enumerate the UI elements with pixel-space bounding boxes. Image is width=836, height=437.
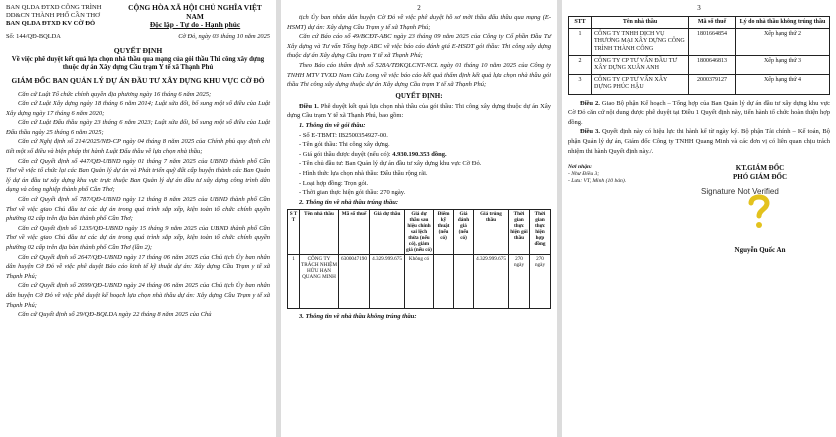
package-price-label: - Giá gói thầu được duyệt (nếu có):: [299, 150, 391, 158]
national-motto: Độc lập - Tự do - Hạnh phúc: [149, 20, 241, 29]
table-cell: Không có: [405, 255, 434, 309]
legal-basis-item: Căn cứ Quyết định số 1235/QĐ-UBND ngày 15 tháng 9 năm 2025 của UBND thành phố Cần Thơ về việc giao Chủ đầu tư các dự án trong quá trình sắp xếp, kiện toàn tổ chức chính quyền phường 02 cấp trên địa bàn thành phố Cần Thơ (lần 2);: [6, 224, 270, 251]
legal-basis: [6, 90, 270, 320]
document-header: [6, 4, 270, 30]
legal-basis-item: Căn cứ Quyết định số 2699/QĐ-UBND ngày 24 tháng 06 năm 2025 của Chủ tịch Ủy ban nhân dân huyện Cờ Đỏ về việc phê duyệt kế hoạch lựa chọn nhà thầu dự án: Xây dựng Cầu Trạm y tế xã Thạnh Phú;: [6, 282, 270, 309]
section-2-title: 2. Thông tin về nhà thầu trúng thầu:: [299, 198, 398, 206]
table-cell: 1: [288, 255, 300, 309]
table-cell: 1801664854: [689, 29, 736, 56]
signer-name: Nguyễn Quốc An: [734, 246, 786, 254]
article-3: [568, 127, 830, 156]
signature-status: Signature Not Verified: [701, 187, 779, 196]
sign-role: PHÓ GIÁM ĐỐC: [732, 172, 788, 181]
legal-basis-item: Căn cứ Quyết định số 787/QĐ-UBND ngày 12 tháng 8 năm 2025 của UBND thành phố Cần Thơ về việc giao Chủ đầu tư các dự án trong quá trình sắp xếp, kiện toàn tổ chức chính quyền phường 02 cấp trên địa bàn thành phố Cần Thơ;: [6, 196, 270, 223]
digital-signature-stamp: [701, 184, 819, 246]
legal-basis-item: tịch Ủy ban nhân dân huyện Cờ Đỏ về việc phê duyệt hồ sơ mời thầu đấu thầu qua mạng (E-HSMT) dự án: Xây dựng Cầu Trạm y tế xã Thạnh Phú;: [287, 14, 551, 31]
table-cell: 3: [569, 75, 592, 94]
package-duration: [287, 188, 551, 198]
column-header: Thời gian thực hiện hợp đồng: [530, 210, 551, 255]
article-1-label: Điều 1.: [299, 102, 319, 110]
legal-basis-item: Căn cứ Luật Xây dựng ngày 18 tháng 6 năm 2014; Luật sửa đổi, bổ sung một số điều của Luật Xây dựng ngày 17 tháng 6 năm 2020;: [6, 100, 270, 117]
winner-table: [287, 209, 551, 309]
legal-basis-item: Căn cứ Quyết định số 29/QĐ-BQLDA ngày 22 tháng 8 năm 2025 của Chủ: [18, 311, 212, 319]
question-mark-icon: [743, 190, 775, 230]
page-1: [0, 0, 276, 437]
issuing-authority: GIÁM ĐỐC BAN QUẢN LÝ DỰ ÁN ĐẦU TƯ XÂY DỰNG KHU VỰC CỜ ĐỎ: [11, 75, 265, 85]
agency-header: [6, 4, 112, 30]
recipient-item: - Lưu: VT, Minh (10 bản).: [568, 178, 627, 185]
package-info-item: - Tên gói thầu: Thi công xây dựng.: [299, 141, 390, 149]
sign-title: KT.GIÁM ĐỐC: [735, 164, 785, 173]
column-header: Thời gian thực hiện gói thầu: [509, 210, 530, 255]
table-cell: CÔNG TY CP TƯ VẤN XÂY DỰNG PHÚC HẬU: [592, 75, 689, 94]
national-name: CỘNG HÒA XÃ HỘI CHỦ NGHĨA VIỆT NAM: [128, 3, 262, 21]
table-cell: 4.329.999.675: [370, 255, 405, 309]
legal-basis-item: Căn cứ Quyết định số 2647/QĐ-UBND ngày 17 tháng 06 năm 2025 của Chủ tịch Ủy ban nhân dân huyện Cờ Đỏ về việc phê duyệt Báo cáo kinh tế kỹ thuật dự án: Xây dựng Cầu Trạm y tế xã Thạnh Phú;: [6, 253, 270, 280]
column-header: Giá dự thầu: [370, 210, 405, 255]
page-number: 3: [697, 4, 701, 12]
table-row: [569, 29, 830, 56]
column-header: Giá đánh giá (nếu có): [454, 210, 474, 255]
legal-basis-item: Căn cứ Luật Đấu thầu ngày 23 tháng 6 năm 2023; Luật sửa đổi, bổ sung một số điều của Luật Đấu thầu ngày 25 tháng 6 năm 2025;: [6, 119, 270, 136]
article-3-text: Quyết định này có hiệu lực thi hành kể từ ngày ký. Bộ phận Tài chính – Kế toán, Bộ phận Quản lý dự án, Giám đốc Công ty TNHH Quang Minh và các đơn vị có liên quan chịu trách nhiệm thi hành Quyết định này./.: [568, 128, 830, 155]
agency-line: BAN QLDA ĐTXD CÔNG TRÌNH: [6, 4, 102, 11]
document-meta: [6, 33, 270, 40]
column-header: Điểm kỹ thuật (nếu có): [434, 210, 454, 255]
section-1-title: 1. Thông tin về gói thầu:: [299, 121, 366, 129]
table-row: [288, 255, 551, 309]
table-cell: 4.329.999.675: [474, 255, 509, 309]
article-1-text: Phê duyệt kết quả lựa chọn nhà thầu của gói thầu: Thi công xây dựng thuộc dự án Xây dựng Cầu trạm Y tế xã Thạnh Phú, bao gồm:: [287, 102, 552, 120]
article-2: [568, 99, 830, 128]
non-winner-table: [568, 16, 830, 95]
table-cell: 1: [569, 29, 592, 56]
legal-basis-item: Theo Báo cáo thẩm định số 528A/TĐKQLCNT-NCL ngày 01 tháng 10 năm 2025 của Công ty TNHH MTV TVXD Nam Cửu Long về việc báo cáo kết quả thẩm định kết quả lựa chọn nhà thầu gói thầu Thi công xây dựng thuộc dự án Xây dựng Cầu trạm Y tế xã Thạnh Phú;: [287, 61, 551, 89]
table-cell: 6300047190: [339, 255, 370, 309]
document-subtitle: Về việc phê duyệt kết quả lựa chọn nhà thầu qua mạng của gói thầu Thi công xây dựng thuộc dự án Xây dựng Cầu trạm Y tế xã Thạnh Phú: [11, 55, 265, 71]
document-date: Cờ Đỏ, ngày 03 tháng 10 năm 2025: [178, 32, 270, 40]
table-cell: 270 ngày: [509, 255, 530, 309]
table-header-row: [569, 17, 830, 29]
table-cell: 2000379127: [689, 75, 736, 94]
decision-heading: QUYẾT ĐỊNH:: [395, 91, 443, 100]
legal-basis-item: Căn cứ Quyết định số 447/QĐ-UBND ngày 01 tháng 7 năm 2025 của UBND thành phố Cần Thơ về việc tổ chức lại các Ban Quản lý dự án và Phát triển quỹ đất cấp huyện thành các Ban Quản lý dự án đầu tư xây dựng khu vực trực thuộc Ban Quản lý dự án đầu tư xây dựng công trình dân dụng và công nghiệp thành phố Cần Thơ;: [6, 157, 270, 194]
table-cell: Xếp hạng thứ 4: [736, 75, 830, 94]
package-price: [287, 150, 551, 160]
agency-line: DD&CN THÀNH PHỐ CẦN THƠ: [6, 12, 100, 19]
article-2-label: Điều 2.: [580, 99, 600, 107]
legal-basis-item: Căn cứ Luật Tổ chức chính quyền địa phương ngày 16 tháng 6 năm 2025;: [18, 90, 212, 98]
table-cell: Xếp hạng thứ 3: [736, 55, 830, 74]
column-header: Tên nhà thầu: [300, 210, 339, 255]
package-info-item: - Tên chủ đầu tư: Ban Quản lý dự án đầu tư xây dựng khu vực Cờ Đỏ.: [299, 160, 482, 168]
table-cell: 2: [569, 55, 592, 74]
table-row: [569, 75, 830, 94]
signer-block: [690, 164, 830, 254]
table-cell: 270 ngày: [530, 255, 551, 309]
table-cell: CÔNG TY TNHH DỊCH VỤ THƯƠNG MẠI XÂY DỰNG CÔNG TRÌNH THÀNH CÔNG: [592, 29, 689, 56]
table-header-row: [288, 210, 551, 255]
document-number: Số: 144/QĐ-BQLDA: [6, 32, 61, 40]
legal-basis-item: Căn cứ Báo cáo số 49/BCĐT-ABC ngày 23 tháng 09 năm 2025 của Công ty Cổ phần Đầu Tư Xây dựng và Tư vấn Tổng hợp ABC về việc báo cáo đánh giá E-HSDT gói thầu: Thi công xây dựng thuộc dự án Xây dựng Cầu trạm Y tế xã Thạnh Phú;: [287, 33, 551, 60]
table-cell: 1800646813: [689, 55, 736, 74]
article-1: [287, 102, 551, 121]
article-2-text: Giao Bộ phận Kế hoạch – Tổng hợp của Ban Quản lý dự án đầu tư xây dựng khu vực Cờ Đỏ căn cứ nội dung được phê duyệt tại Điều 1 Quyết định này, tiến hành tổ chức hoàn thiện hợp đồng.: [568, 99, 831, 126]
column-header: Tên nhà thầu: [592, 17, 689, 29]
column-header: STT: [569, 17, 592, 29]
section-3-title: 3. Thông tin về nhà thầu không trúng thầu:: [299, 313, 417, 321]
table-cell: Xếp hạng thứ 2: [736, 29, 830, 56]
page-3: [562, 0, 836, 437]
column-header: Mã số thuế: [339, 210, 370, 255]
recipient-item: - Như Điều 3;: [568, 171, 600, 178]
package-info-item: - Số E-TBMT: IB2500354927-00.: [299, 131, 388, 139]
table-cell: [454, 255, 474, 309]
column-header: S T T: [288, 210, 300, 255]
signature-block: [568, 164, 830, 254]
national-header: [120, 4, 270, 30]
page-2: [281, 0, 557, 437]
table-cell: [434, 255, 454, 309]
page-number: 2: [417, 4, 421, 12]
table-cell: CÔNG TY TRÁCH NHIỆM HỮU HẠN QUANG MINH: [300, 255, 339, 309]
recipients: [568, 164, 668, 254]
document-title: QUYẾT ĐỊNH: [113, 45, 163, 55]
table-row: [569, 55, 830, 74]
package-duration-text: - Thời gian thực hiện gói thầu: 270 ngày.: [299, 189, 406, 197]
column-header: Giá trúng thầu: [474, 210, 509, 255]
article-3-label: Điều 3.: [580, 128, 600, 136]
agency-line: BAN QLDA ĐTXD KV CỜ ĐỎ: [6, 20, 96, 27]
package-info-item: - Loại hợp đồng: Trọn gói.: [299, 179, 369, 187]
column-header: Lý do nhà thầu không trúng thầu: [736, 17, 830, 29]
recipients-title: Nơi nhận:: [568, 164, 592, 171]
package-price-value: 4.930.190.353 đồng.: [392, 150, 447, 158]
column-header: Giá dự thầu sau hiệu chỉnh sai lệch thừa (nếu có), giảm giá (nếu có): [406, 211, 432, 254]
package-info-item: - Hình thức lựa chọn nhà thầu: Đấu thầu rộng rãi.: [299, 169, 428, 177]
column-header: Mã số thuế: [689, 17, 736, 29]
table-cell: CÔNG TY CP TƯ VẤN ĐẦU TƯ XÂY DỰNG XUÂN ANH: [592, 55, 689, 74]
legal-basis-item: Căn cứ Nghị định số 214/2025/NĐ-CP ngày 04 tháng 8 năm 2025 của Chính phủ quy định chi tiết một số điều và biện pháp thi hành Luật Đấu thầu về lựa chọn nhà thầu;: [6, 138, 270, 156]
